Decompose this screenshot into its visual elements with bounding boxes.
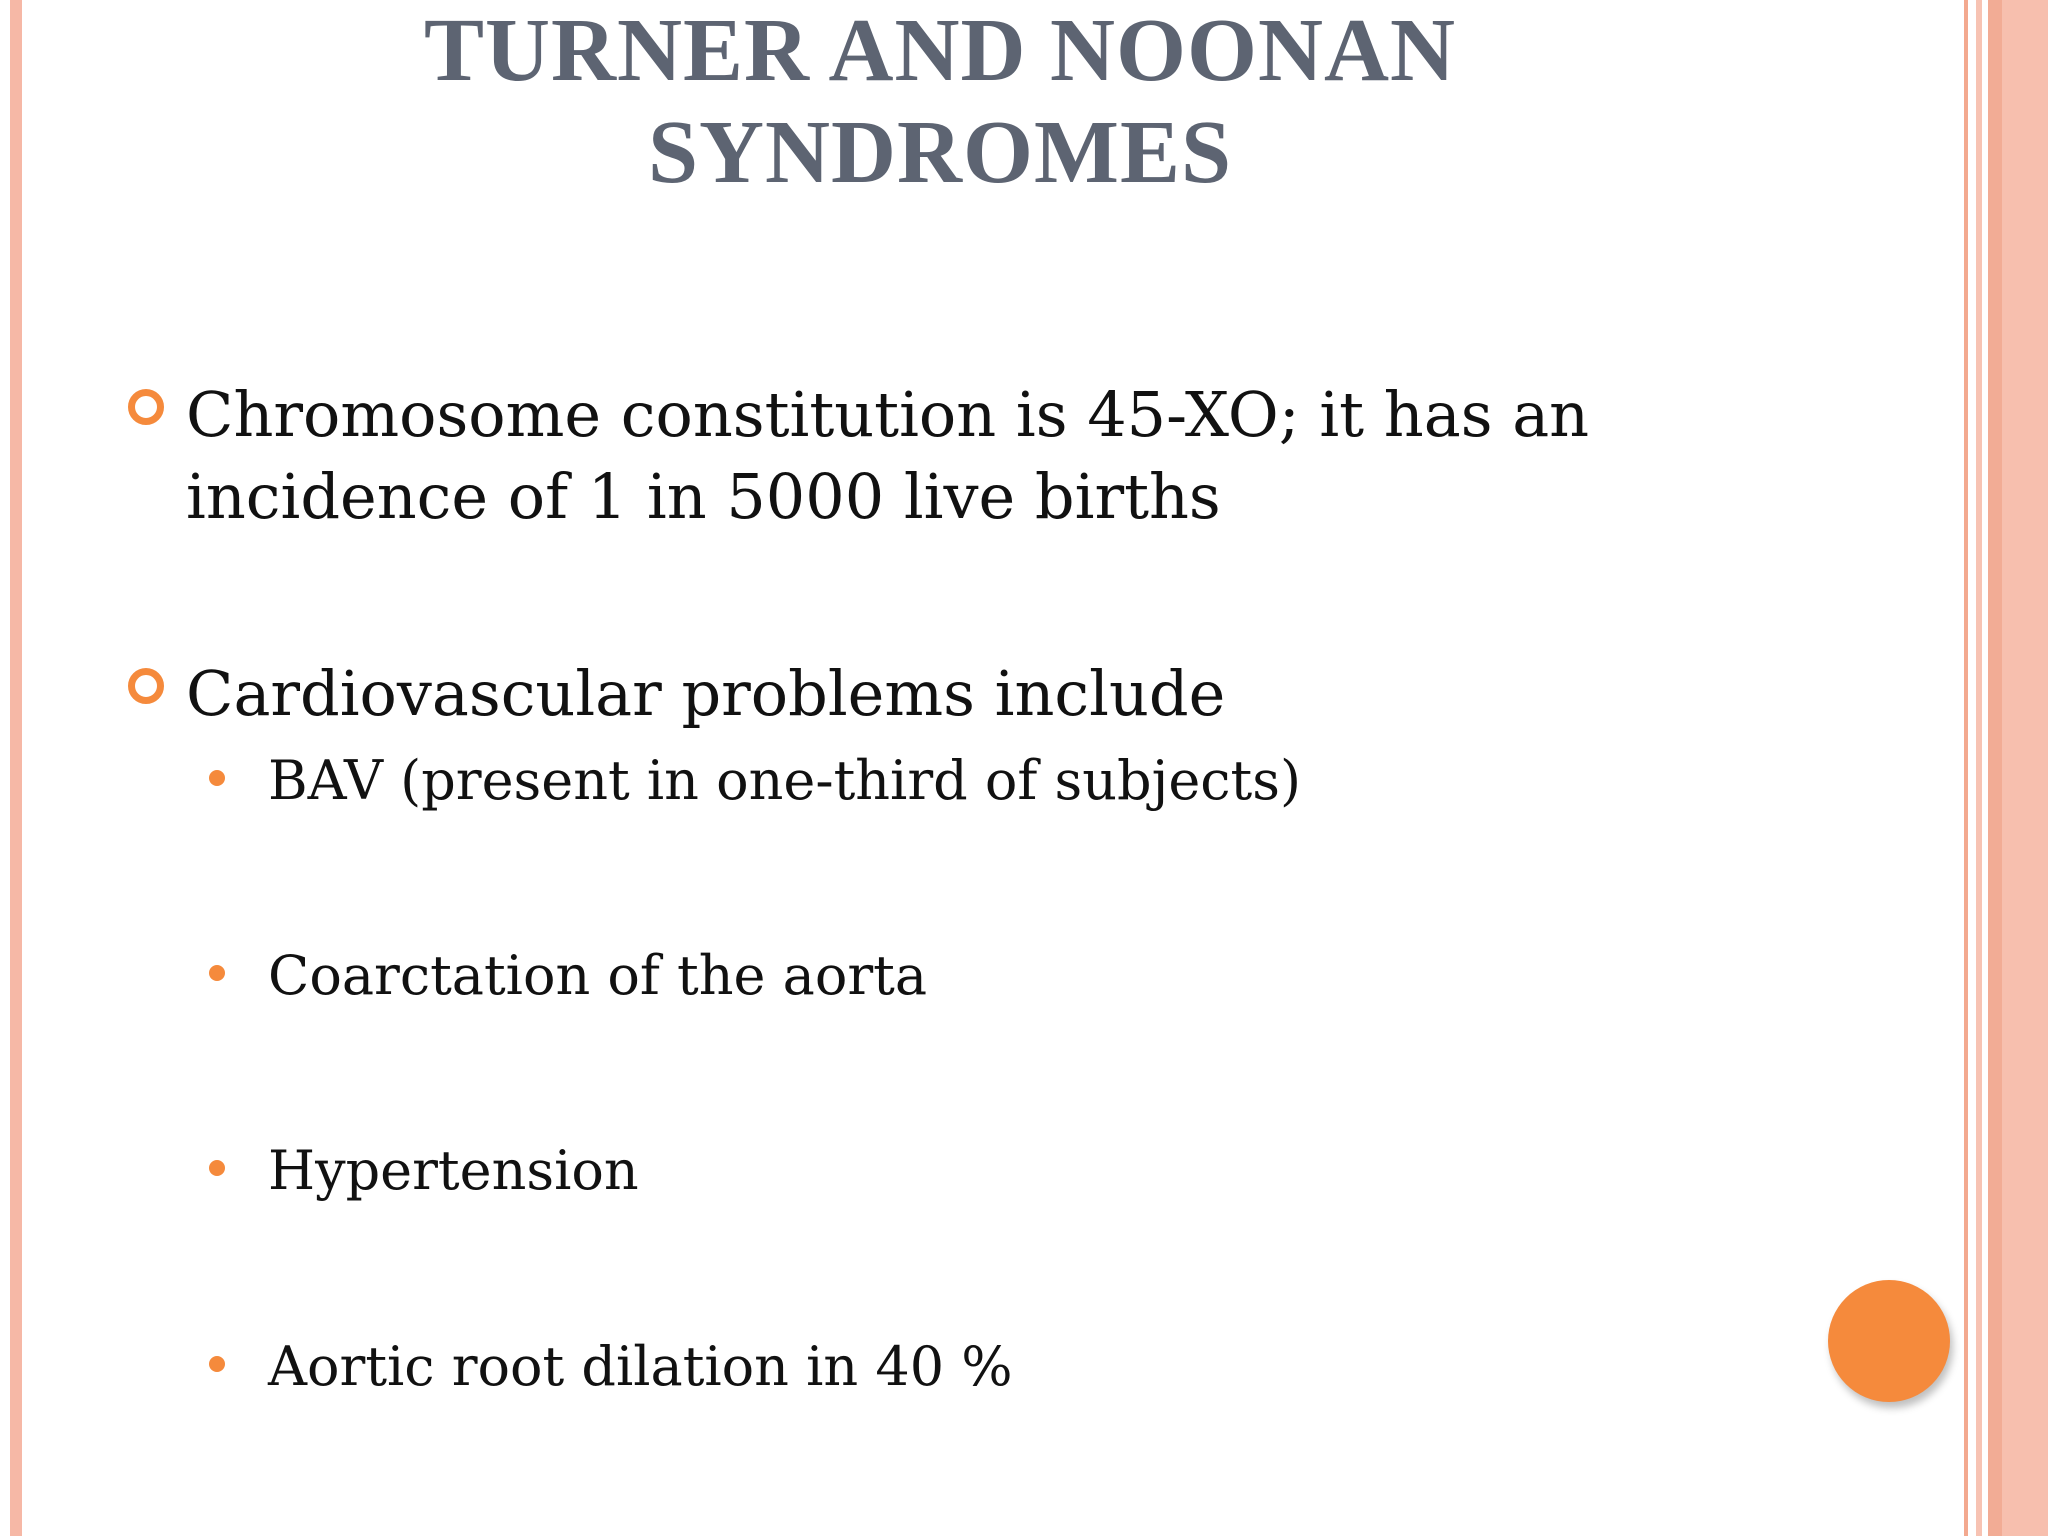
ring-bullet-icon [128, 668, 164, 704]
bullet-chromosome-line-1: Chromosome constitution is 45-XO; it has an [186, 378, 1590, 451]
bullet-chromosome-line-2: incidence of 1 in 5000 live births [186, 460, 1221, 533]
ring-bullet-icon [128, 389, 164, 425]
right-decorative-stripes [1960, 0, 2048, 1536]
subitem-bav: BAV (present in one-third of subjects) [268, 749, 1302, 812]
dot-bullet-icon [209, 1356, 225, 1372]
slide-title [280, 0, 1600, 204]
title-line-2: SYNDROMES [647, 103, 1233, 202]
decorative-orange-circle [1828, 1280, 1950, 1402]
dot-bullet-icon [209, 770, 225, 786]
subitem-coarctation: Coarctation of the aorta [268, 944, 928, 1007]
dot-bullet-icon [209, 965, 225, 981]
bullet-cardiovascular [186, 653, 1686, 735]
dot-bullet-icon [209, 1160, 225, 1176]
title-line-1: TURNER AND NOONAN [423, 1, 1457, 100]
subitem-hypertension: Hypertension [268, 1139, 639, 1202]
bullet-cardiovascular-text: Cardiovascular problems include [186, 657, 1226, 730]
left-decorative-stripe [10, 0, 22, 1536]
subitem-aortic-root: Aortic root dilation in 40 % [268, 1335, 1013, 1398]
bullet-chromosome [186, 374, 1686, 538]
